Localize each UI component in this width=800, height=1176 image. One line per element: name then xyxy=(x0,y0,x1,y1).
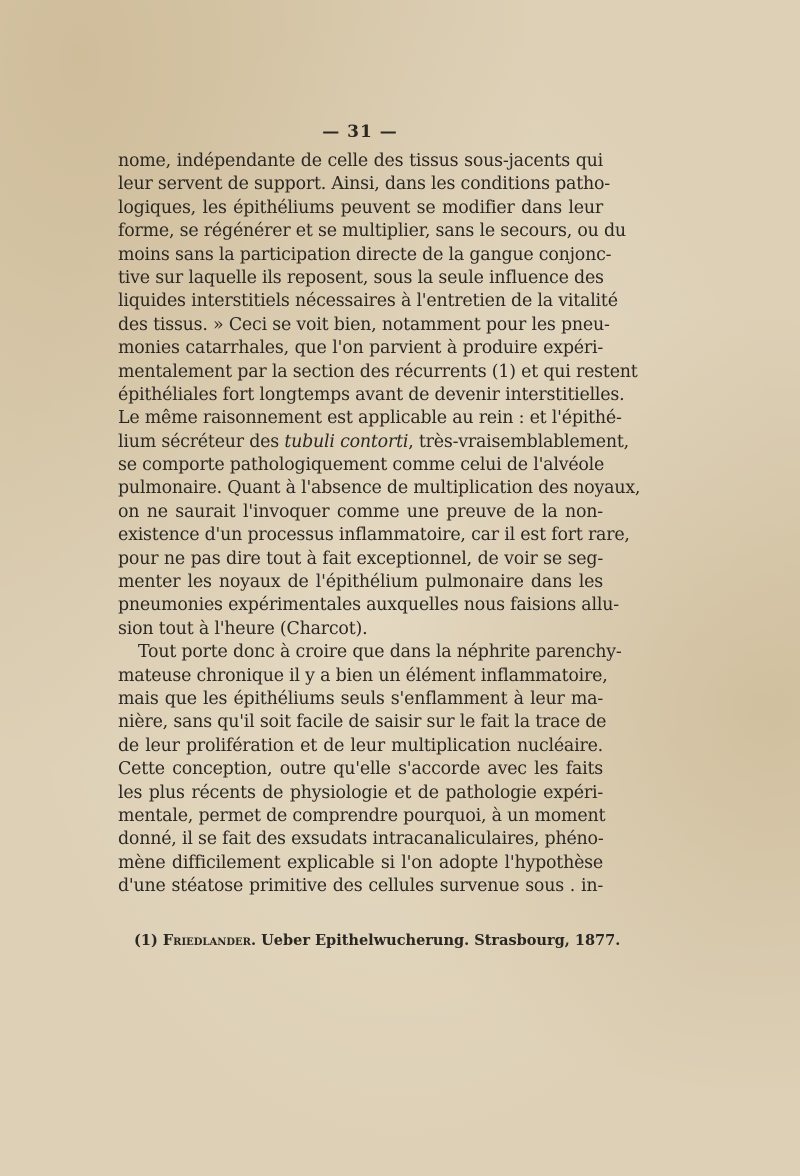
text-segment: , très-vraisemblablement, xyxy=(408,431,629,452)
text-segment: lium sécréteur des xyxy=(118,431,285,452)
text-line: pour ne pas dire tout à fait exceptionnel, de voir se seg- xyxy=(118,548,603,569)
text-line: leur servent de support. Ainsi, dans les conditions patho- xyxy=(118,174,610,195)
text-line: pneumonies expérimentales auxquelles nous faisions allu- xyxy=(118,595,619,616)
text-line-tubuli xyxy=(118,431,629,454)
text-line: forme, se régénérer et se multiplier, sans le secours, ou du xyxy=(118,221,626,242)
text-line: épithéliales fort longtemps avant de devenir interstitielles. xyxy=(118,384,625,405)
text-line: d'une stéatose primitive des cellules survenue sous . in- xyxy=(118,876,603,897)
footnote-author: Friedlander xyxy=(162,932,251,949)
text-line: mateuse chronique il y a bien un élément inflammatoire, xyxy=(118,665,608,686)
italic-term: tubuli contorti xyxy=(284,431,409,452)
text-line: nière, sans qu'il soit facile de saisir sur le fait la trace de xyxy=(118,712,607,733)
text-line: Tout porte donc à croire que dans la néphrite parenchy- xyxy=(138,642,622,663)
text-line: donné, il se fait des exsudats intracanaliculaires, phéno- xyxy=(118,829,604,850)
text-line: Cette conception, outre qu'elle s'accorde avec les faits xyxy=(118,759,603,780)
text-line: logiques, les épithéliums peuvent se modifier dans leur xyxy=(118,197,603,218)
text-line: nome, indépendante de celle des tissus sous-jacents qui xyxy=(118,151,603,171)
footnote-citation: . Ueber Epithelwucherung. Strasbourg, 1877. xyxy=(250,932,621,949)
footnote xyxy=(134,932,621,949)
text-line: menter les noyaux de l'épithélium pulmonaire dans les xyxy=(118,572,603,593)
text-line: sion tout à l'heure (Charcot). xyxy=(118,618,368,639)
footnote-marker: (1) xyxy=(134,932,163,949)
text-line: de leur prolifération et de leur multiplication nucléaire. xyxy=(118,735,603,756)
text-line: des tissus. » Ceci se voit bien, notamment pour les pneu- xyxy=(118,314,610,335)
text-line: moins sans la participation directe de la gangue conjonc- xyxy=(118,244,612,265)
text-line: Le même raisonnement est applicable au rein : et l'épithé- xyxy=(118,408,622,429)
text-line: mène difficilement explicable si l'on adopte l'hypothèse xyxy=(118,852,603,873)
text-line: monies catarrhales, que l'on parvient à produire expéri- xyxy=(118,338,603,359)
page-number: — 31 — xyxy=(322,122,398,142)
text-line: tive sur laquelle ils reposent, sous la seule influence des xyxy=(118,267,604,288)
text-line: mentalement par la section des récurrents (1) et qui restent xyxy=(118,361,638,382)
text-line: mais que les épithéliums seuls s'enflamment à leur ma- xyxy=(118,688,603,709)
text-line: on ne saurait l'invoquer comme une preuve de la non- xyxy=(118,501,603,522)
text-line: existence d'un processus inflammatoire, car il est fort rare, xyxy=(118,525,630,546)
text-line: liquides interstitiels nécessaires à l'entretien de la vitalité xyxy=(118,291,618,312)
body-text xyxy=(118,150,641,899)
text-line: pulmonaire. Quant à l'absence de multiplication des noyaux, xyxy=(118,478,641,499)
text-line: se comporte pathologiquement comme celui de l'alvéole xyxy=(118,455,605,476)
text-line: les plus récents de physiologie et de pathologie expéri- xyxy=(118,782,603,803)
text-line: mentale, permet de comprendre pourquoi, à un moment xyxy=(118,805,606,826)
